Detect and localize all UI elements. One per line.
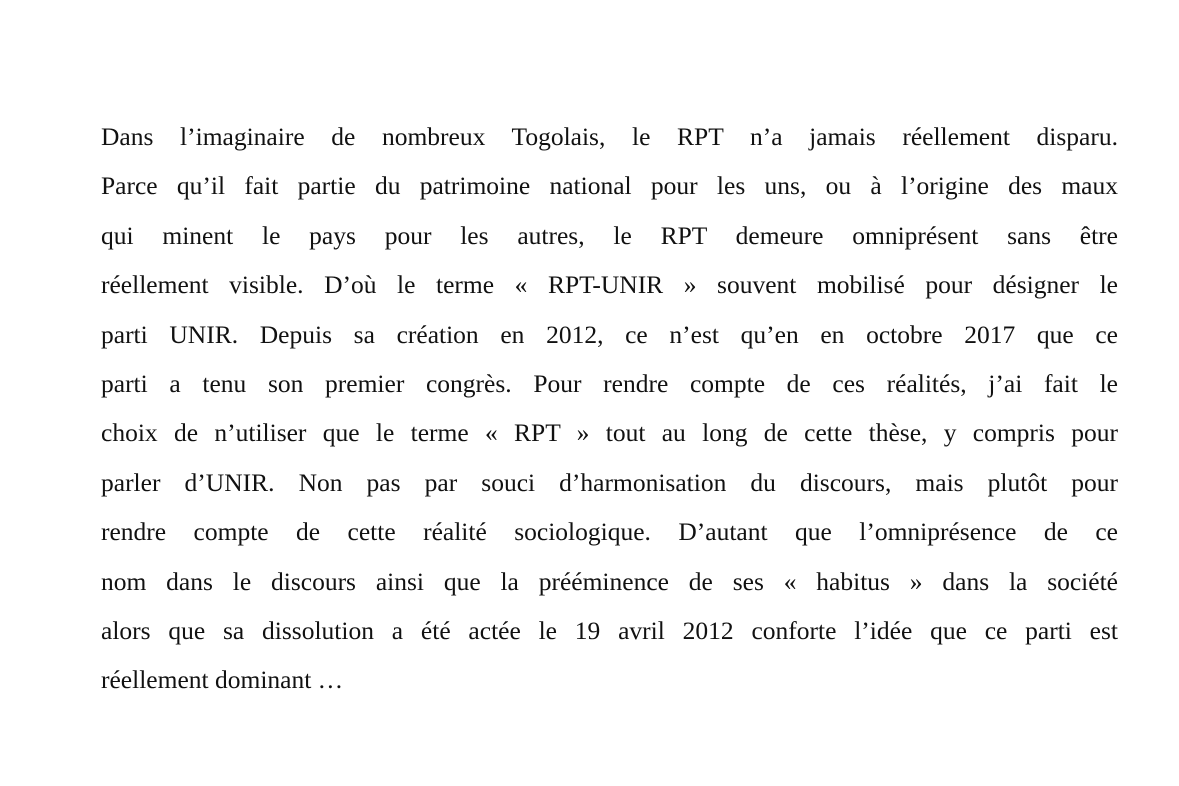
paragraph-line: qui minent le pays pour les autres, le RPT demeure omniprésent sans être (101, 220, 1118, 250)
body-paragraph (101, 117, 1118, 710)
paragraph-line: réellement visible. D’où le terme « RPT-UNIR » souvent mobilisé pour désigner le (101, 270, 1118, 300)
paragraph-line-last: réellement dominant … (101, 665, 344, 695)
paragraph-line: Dans l’imaginaire de nombreux Togolais, le RPT n’a jamais réellement disparu. (101, 122, 1118, 151)
paragraph-line: parti UNIR. Depuis sa création en 2012, ce n’est qu’en en octobre 2017 que ce (101, 319, 1118, 349)
paragraph-line: alors que sa dissolution a été actée le 19 avril 2012 conforte l’idée que ce parti est (101, 615, 1118, 645)
paragraph-line: Parce qu’il fait partie du patrimoine national pour les uns, ou à l’origine des maux (101, 171, 1118, 201)
paragraph-line: parti a tenu son premier congrès. Pour rendre compte de ces réalités, j’ai fait le (101, 368, 1118, 398)
paragraph-line: rendre compte de cette réalité sociologique. D’autant que l’omniprésence de ce (101, 517, 1118, 547)
paragraph-line: parler d’UNIR. Non pas par souci d’harmonisation du discours, mais plutôt pour (101, 467, 1118, 497)
paragraph-line: choix de n’utiliser que le terme « RPT » tout au long de cette thèse, y compris pour (101, 418, 1118, 448)
paragraph-line: nom dans le discours ainsi que la prééminence de ses « habitus » dans la société (101, 566, 1118, 596)
